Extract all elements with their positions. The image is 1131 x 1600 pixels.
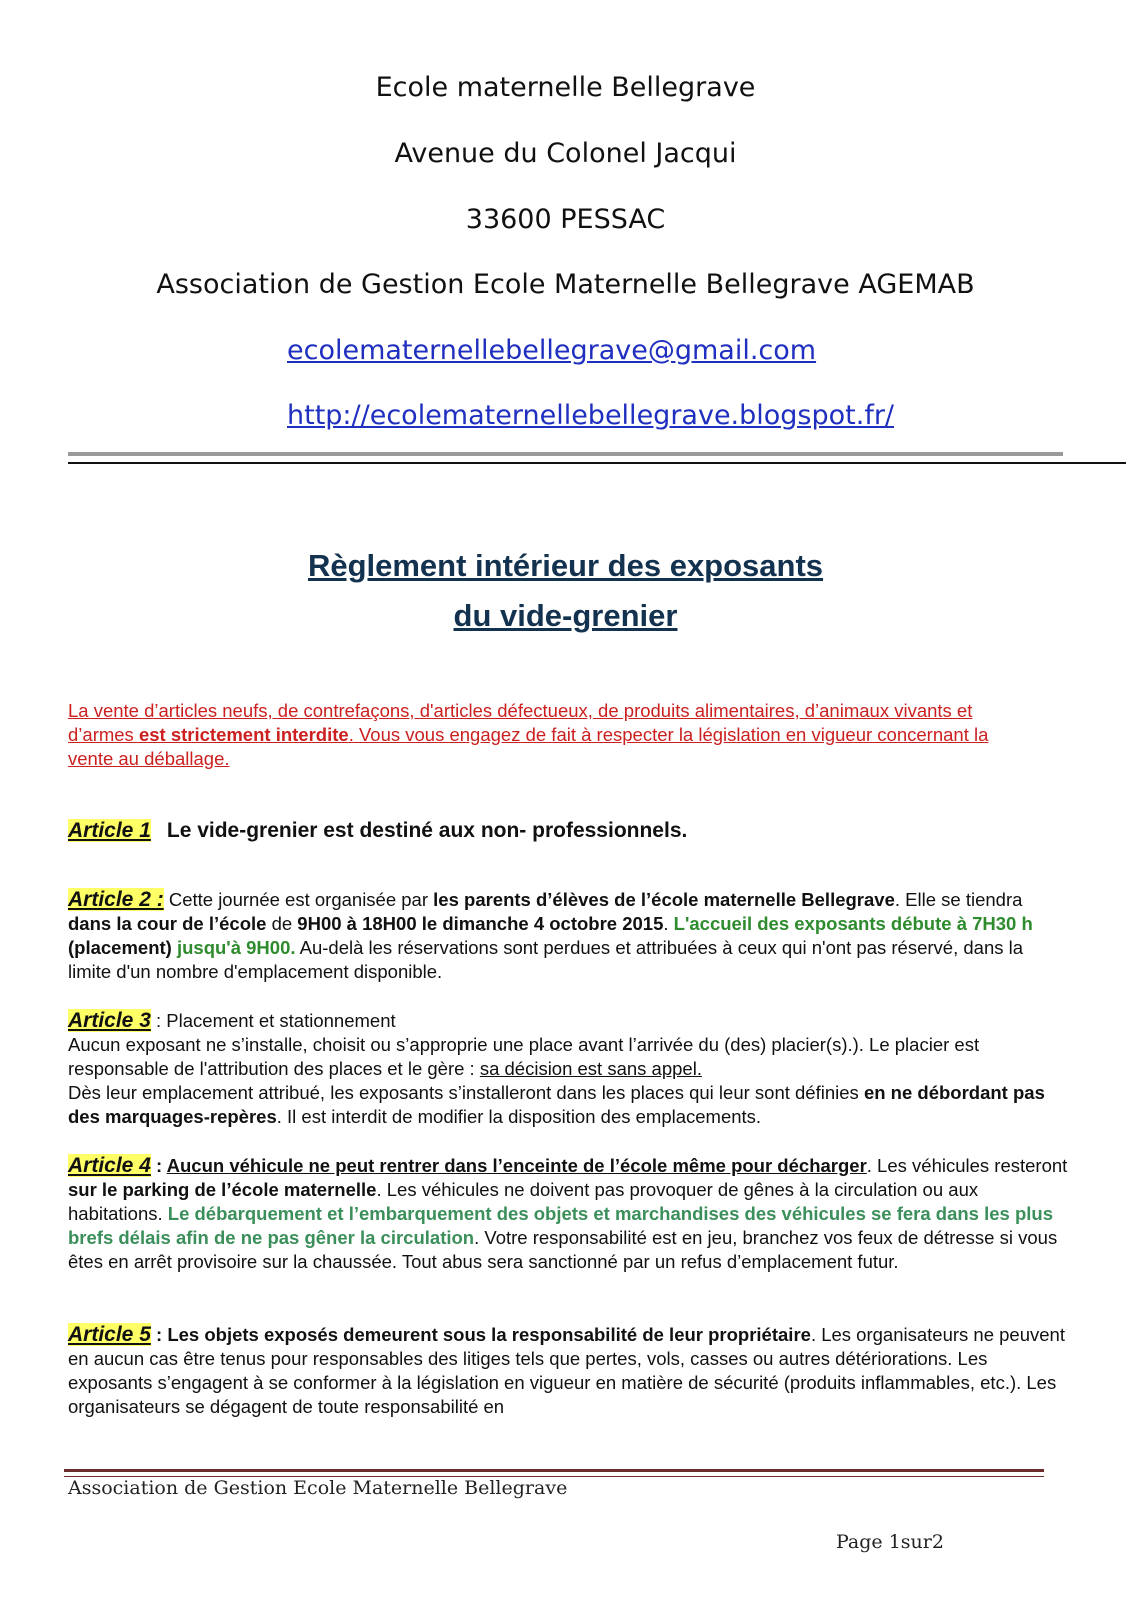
warning-text-1: La vente d’articles neufs, de contrefaçons, d'articles défectueux, de produits alimentaires, d’animaux vivants et d’armes (68, 700, 973, 745)
association-name: Association de Gestion Ecole Maternelle Bellegrave AGEMAB (156, 269, 975, 300)
article-2-text: . (663, 913, 674, 934)
article-2 (68, 888, 1068, 984)
article-3-label: Article 3 (68, 1009, 151, 1032)
footer-divider (64, 1469, 1044, 1472)
article-5-colon: : (150, 1324, 168, 1345)
header-divider (68, 452, 1063, 456)
article-5 (68, 1323, 1068, 1419)
website-link[interactable]: http://ecolematernellebellegrave.blogspot.fr/ (287, 400, 895, 431)
article-2-text: de (266, 913, 298, 934)
article-1-label: Article 1 (68, 819, 151, 842)
page-number: Page 1sur2 (836, 1531, 944, 1553)
article-2-organizers: les parents d’élèves de l’école maternelle Bellegrave (433, 889, 895, 910)
article-3-subject: Placement et stationnement (166, 1010, 396, 1031)
footer-association: Association de Gestion Ecole Maternelle Bellegrave (68, 1477, 568, 1499)
article-4-parking: sur le parking de l’école maternelle (68, 1179, 377, 1200)
document-subtitle: du vide-grenier (453, 598, 678, 633)
article-4-text: . Les véhicules ne doivent pas provoquer de gênes à la circulation ou aux habitations. (68, 1179, 979, 1224)
article-1 (68, 819, 1068, 843)
article-4-no-vehicles: Aucun véhicule ne peut rentrer dans l’enceinte de l’école même pour décharger (166, 1155, 867, 1176)
article-5-responsibility: Les objets exposés demeurent sous la responsabilité de leur propriétaire (167, 1324, 811, 1345)
article-3-markings: en ne débordant pas des marquages-repères (68, 1082, 1045, 1127)
email-link[interactable]: ecolematernellebellegrave@gmail.com (287, 335, 817, 366)
article-2-schedule: 9H00 à 18H00 le dimanche 4 octobre 2015 (297, 913, 664, 934)
article-3-colon: : (150, 1010, 167, 1031)
article-4-loading: Le débarquement et l’embarquement des objets et marchandises des véhicules se fera dans les plus brefs délais afin de ne pas gêner la circulation (68, 1203, 1054, 1248)
article-2-location: dans la cour de l’école (68, 913, 267, 934)
article-4-label: Article 4 (68, 1154, 151, 1177)
article-3-text: . Il est interdit de modifier la disposition des emplacements. (276, 1106, 762, 1127)
article-4-text: . Les véhicules resteront (866, 1155, 1068, 1176)
article-5-text: . Les organisateurs ne peuvent en aucun cas être tenus pour responsables des litiges tels que pertes, vols, casses ou autres détériorations. Les exposants s’engagent à se conformer à la législation en vigueur en matière de sécurité (produits inflammables, etc.). Les organisateurs se dégagent de toute responsabilité en (68, 1324, 1065, 1417)
school-name: Ecole maternelle Bellegrave (375, 72, 756, 103)
article-4-text: . Votre responsabilité est en jeu, branchez vos feux de détresse si vous êtes en arrêt provisoire sur la chaussée. Tout abus sera sanctionné par un refus d’emplacement futur. (68, 1227, 1058, 1272)
article-2-placement: (placement) (68, 937, 177, 958)
article-3-text: Dès leur emplacement attribué, les exposants s’installeront dans les places qui leur sont définies (68, 1082, 864, 1103)
article-2-welcome-time: L'accueil des exposants débute à 7H30 h (673, 913, 1033, 934)
article-1-text: Le vide-grenier est destiné aux non- professionnels. (166, 819, 688, 842)
warning-text-2: . Vous vous engagez de fait à respecter la législation en vigueur concernant la vente au déballage. (68, 724, 989, 769)
article-3 (68, 1009, 1068, 1129)
article-4-colon: : (150, 1155, 167, 1176)
sale-restrictions-notice (68, 699, 998, 771)
article-2-text: Au-delà les réservations sont perdues et attribuées à ceux qui n'ont pas réservé, dans la limite d'un nombre d'emplacement disponible. (68, 937, 1024, 982)
article-2-text: . Elle se tiendra (894, 889, 1023, 910)
school-city: 33600 PESSAC (465, 204, 666, 235)
article-3-no-appeal: sa décision est sans appel. (479, 1058, 702, 1079)
article-2-text: Cette journée est organisée par (163, 889, 434, 910)
article-3-text: Aucun exposant ne s’installe, choisit ou s’approprie une place avant l’arrivée du (des) placier(s).). Le placier est responsable de l'attribution des places et le gère : (68, 1034, 980, 1079)
header-divider-dark (68, 462, 1126, 464)
article-4 (68, 1154, 1068, 1274)
article-2-label: Article 2 : (68, 888, 164, 911)
article-2-welcome-end: jusqu'à 9H00. (176, 937, 296, 958)
document-title: Règlement intérieur des exposants (307, 548, 824, 583)
warning-bold: est strictement interdite (138, 724, 349, 745)
school-street: Avenue du Colonel Jacqui (394, 138, 737, 169)
article-5-label: Article 5 (68, 1323, 151, 1346)
